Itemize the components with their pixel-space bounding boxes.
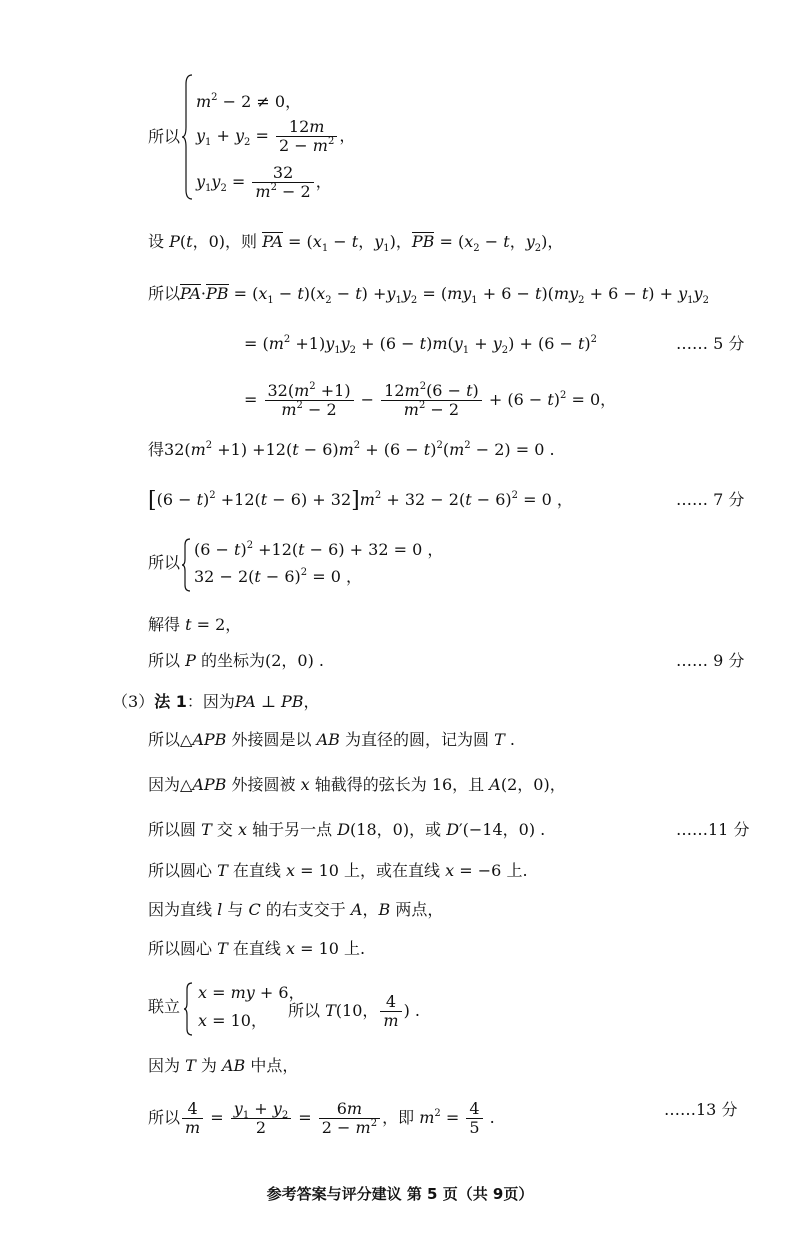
eq-prod-y: $y_1y_2$ = $\frac{32}{m^2 - 2}$ ， xyxy=(196,163,332,201)
set-p-line: 设 P(t，0)，则 PA = ($x_1 - t$，$y_1$)，PB = ($x_2 - t$，$y_2$)， xyxy=(148,232,564,254)
jiede-text: 解得 xyxy=(148,615,181,634)
fa1-label: 法 1 xyxy=(154,692,187,711)
center-line-text2: 上，或在直线 xyxy=(344,861,441,880)
suoyi-text-2: 所以 xyxy=(148,284,181,303)
yu-text: 与 xyxy=(227,900,244,919)
t-coord: 所以 T(10， $\frac{4}{m}$ ) . xyxy=(288,992,420,1030)
yinwei-zhixian-text: 因为直线 xyxy=(148,900,213,919)
wei-text: 为 xyxy=(200,1056,217,1075)
score-13: ……13 分 xyxy=(664,1100,738,1119)
score-7: …… 7 分 xyxy=(676,490,745,509)
left-brace-3 xyxy=(183,982,193,1040)
circle-ab-text2: 为直径的圆，记为圆 xyxy=(345,730,490,749)
score-9: …… 9 分 xyxy=(676,651,745,670)
right-branch-text: 的右支交于 xyxy=(265,900,346,919)
she-text: 设 xyxy=(148,232,165,251)
jiao-text: 交 xyxy=(216,820,233,839)
suoyi-label-1: 所以 xyxy=(148,127,181,146)
center-line-1: 所以圆心 T 在直线 x = 10 上，或在直线 x = −6 上. xyxy=(148,861,528,880)
lianli-eq2: x = 10， xyxy=(198,1011,267,1030)
yuan-t-text: 所以圆 xyxy=(148,820,197,839)
suoyi-text-4: 所以 xyxy=(148,651,181,670)
yinwei-text-2: 因为 xyxy=(148,1056,181,1075)
eq-sum-y: $y_1 + y_2$ = $\frac{12m}{2 - m^2}$ ， xyxy=(196,117,356,155)
bracket-line: $[(6 - t)^2 +12(t - 6) + 32]m^2 + 32 - 2(t - 6)^2 = 0$ ， xyxy=(148,488,573,513)
ji-text: ，即 xyxy=(382,1108,415,1127)
p-coord-line: 所以 P 的坐标为(2，0) . xyxy=(148,651,325,670)
score-5: …… 5 分 xyxy=(676,334,745,353)
fraction-line: = $\frac{32(m^2 +1)}{m^2 - 2}$ − $\frac{12m^2(6 - t)}{m^2 - 2}$ + $(6 - t)^2 = 0$， xyxy=(244,381,617,419)
final-line: 所以 $\frac{4}{m}$ = $\frac{y_1 + y_2}{2}$ = $\frac{6m}{2 - m^2}$ ，即 $m^2$ = $\frac{4}{5}$ . xyxy=(148,1099,495,1137)
midpoint-line: 因为 T 为 AB 中点， xyxy=(148,1056,299,1075)
yinwei-text-1: 因为 xyxy=(148,775,181,794)
part3-label: （3） xyxy=(112,692,155,711)
suoyi-text-7: 所以 xyxy=(148,1108,181,1127)
circle-ab-line: 所以△APB 外接圆是以 AB 为直径的圆，记为圆 T . xyxy=(148,730,515,749)
coord-text: 的坐标为 xyxy=(200,651,265,670)
get-eq-line: 得$32(m^2 +1) +12(t - 6)m^2 + (6 - t)^2(m^2 - 2) = 0$ . xyxy=(148,440,555,459)
dot-product-line: 所以$PA\cdot PB = (x_1 - t)(x_2 - t) +y_1y_2 = (my_1 + 6 - t)(my_2 + 6 - t) + y_1y_2$ xyxy=(148,284,709,306)
sys2-eq1: $(6 - t)^2 +12(t - 6) + 32 = 0$ ， xyxy=(194,540,444,559)
line-l-c: 因为直线 l 与 C 的右支交于 A，B 两点， xyxy=(148,900,444,919)
yuanxin-text-1: 所以圆心 xyxy=(148,861,213,880)
eq-m2-neq: $m^2 - 2 \ne 0$， xyxy=(196,92,302,111)
suoyi-text-6: 所以 xyxy=(288,1001,321,1020)
other-point-line: 所以圆 T 交 x 轴于另一点 D(18，0)，或 D′(−14，0) . xyxy=(148,820,546,839)
chord-text2: 轴截得的弦长为 16，且 xyxy=(314,775,485,794)
suoyi-label-3: 所以 xyxy=(148,553,181,572)
chord-line: 因为△APB 外接圆被 x 轴截得的弦长为 16，且 A(2，0)， xyxy=(148,775,566,794)
expand-line: = $(m^2 +1)y_1y_2 + (6 - t)m(y_1 + y_2) + (6 - t)^2$ xyxy=(244,334,598,356)
suoyi-text-5: 所以 xyxy=(148,730,181,749)
score-11: ……11 分 xyxy=(676,820,750,839)
left-brace-1 xyxy=(181,74,193,204)
shang-text-2: 上. xyxy=(344,939,366,958)
lianli-label: 联立 xyxy=(148,997,181,1016)
because-text: ：因为 xyxy=(186,692,235,711)
shang-text-1: 上. xyxy=(506,861,528,880)
circle-ab-text: 外接圆是以 xyxy=(231,730,312,749)
center-line-text: 在直线 xyxy=(232,861,281,880)
left-brace-2 xyxy=(181,538,191,596)
midpoint-text: 中点， xyxy=(250,1056,299,1075)
two-points-text: 两点， xyxy=(395,900,444,919)
page-footer: 参考答案与评分建议 第 5 页（共 9页） xyxy=(266,1185,534,1203)
de-text: 得 xyxy=(148,440,165,459)
huo-text: ，或 xyxy=(409,820,442,839)
ze-text: ，则 xyxy=(225,232,258,251)
sys2-eq2: $32 - 2(t - 6)^2 = 0$ ， xyxy=(194,567,363,586)
center-line-text-b: 在直线 xyxy=(232,939,281,958)
lianli-eq1: x = my + 6， xyxy=(198,983,305,1002)
solve-t-line: 解得 t = 2， xyxy=(148,615,242,634)
center-line-2: 所以圆心 T 在直线 x = 10 上. xyxy=(148,939,366,958)
chord-text: 外接圆被 xyxy=(231,775,296,794)
yuanxin-text-2: 所以圆心 xyxy=(148,939,213,958)
other-point-text: 轴于另一点 xyxy=(252,820,333,839)
part3-line: （3）法 1：因为PA ⊥ PB， xyxy=(112,692,320,711)
